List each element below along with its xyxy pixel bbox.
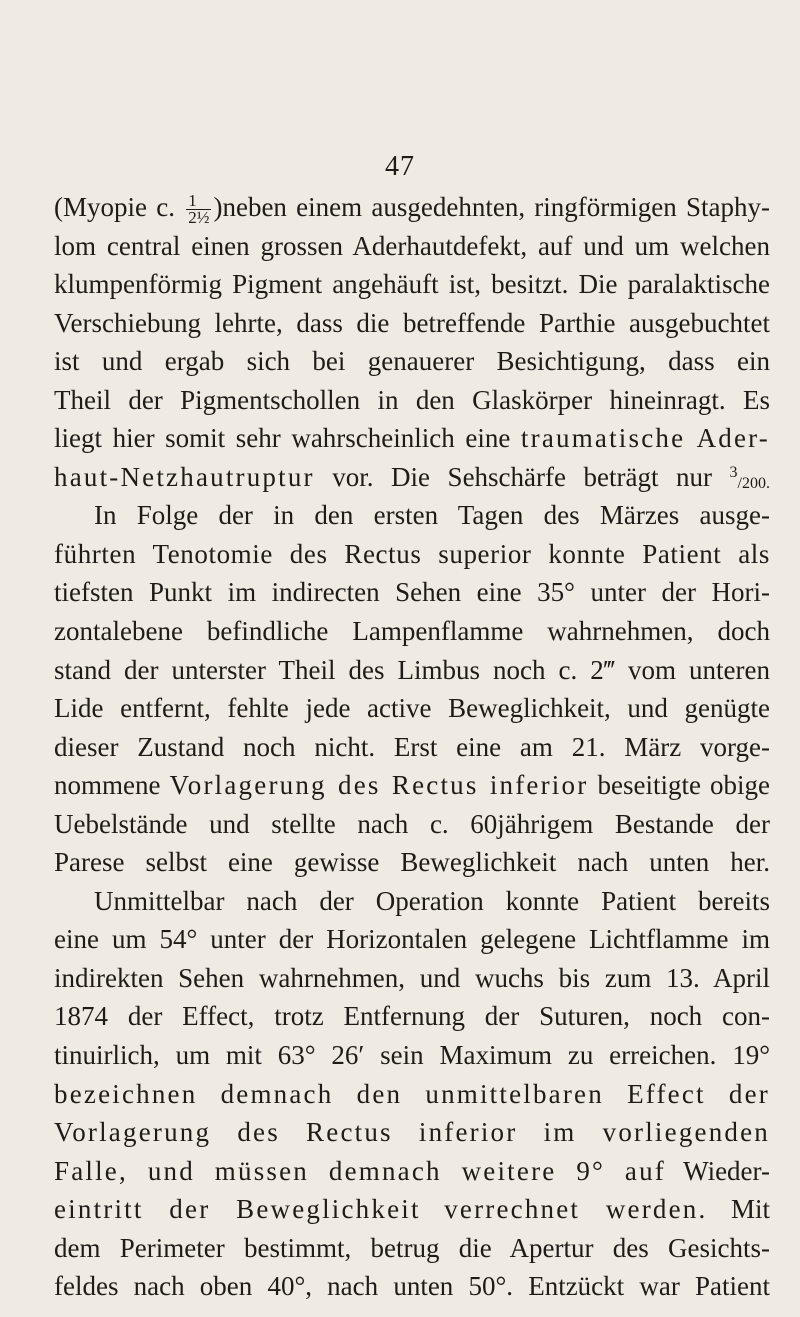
text-line: indirekten Sehen wahrnehmen, und wuchs bis zum 13. April: [54, 962, 770, 993]
text-line: stand der unterster Theil des Limbus noch c. 2‴ vom unteren: [54, 654, 770, 685]
text-line: führten Tenotomie des Rectus superior konnte Patient als: [54, 538, 770, 569]
text-line: zontalebene befindliche Lampenflamme wahrnehmen, doch: [54, 616, 770, 647]
text-line: Vorlagerung des Rectus inferior im vorliegenden: [54, 1117, 770, 1148]
text-line: Parese selbst eine gewisse Beweglichkeit nach unten her.: [54, 847, 770, 878]
text-line: 1874 der Effect, trotz Entfernung der Suturen, noch con-: [54, 1001, 770, 1032]
text-line: liegt hier somit sehr wahrscheinlich eine traumatische Ader-: [54, 423, 770, 454]
text-line: lom central einen grossen Aderhautdefekt, auf und um welchen: [54, 230, 770, 261]
text-line: Lide entfernt, fehlte jede active Beweglichkeit, und genügte: [54, 693, 770, 724]
text-line: tinuirlich, um mit 63° 26′ sein Maximum zu erreichen. 19°: [54, 1040, 770, 1071]
text-line: Verschiebung lehrte, dass die betreffende Parthie ausgebuchtet: [54, 307, 770, 338]
fraction: $\frac{1}{\text{2½}}$: [188, 191, 210, 228]
text-line: dieser Zustand noch nicht. Erst eine am 21. März vorge-: [54, 731, 770, 762]
text-line: haut-Netzhautruptur vor. Die Sehschärfe beträgt nur $^3$/200.: [54, 461, 770, 492]
text-line: dem Perimeter bestimmt, betrug die Apertur des Gesichts-: [54, 1232, 770, 1263]
text-line: Unmittelbar nach der Operation konnte Patient bereits: [94, 885, 770, 916]
text-line: klumpenförmig Pigment angehäuft ist, besitzt. Die paralaktische: [54, 269, 770, 300]
text-line: In Folge der in den ersten Tagen des Märzes ausge-: [94, 500, 770, 531]
text-line: eintritt der Beweglichkeit verrechnet werden. Mit: [54, 1194, 771, 1225]
text-line: Uebelstände und stellte nach c. 60jährigem Bestande der: [54, 808, 770, 839]
text-line: nommene Vorlagerung des Rectus inferior beseitigte obige: [54, 770, 771, 801]
text-line: (Myopie c. $\frac{1}{\text{2½}}$ )neben einem ausgedehnten, ringförmigen Staphy-: [54, 191, 771, 228]
page-number: 47: [385, 151, 415, 182]
body-text: [54, 188, 770, 1306]
text-line: Falle, und müssen demnach weitere 9° auf Wieder-: [54, 1155, 770, 1186]
text-line: bezeichnen demnach den unmittelbaren Effect der: [54, 1078, 770, 1109]
text-line: feldes nach oben 40°, nach unten 50°. Entzückt war Patient: [54, 1271, 770, 1302]
text-line: eine um 54° unter der Horizontalen gelegene Lichtflamme im: [54, 924, 770, 955]
text-line: Theil der Pigmentschollen in den Glaskörper hineinragt. Es: [54, 384, 770, 415]
text-line: tiefsten Punkt im indirecten Sehen eine 35° unter der Hori-: [54, 577, 770, 608]
text-line: ist und ergab sich bei genauerer Besichtigung, dass ein: [54, 346, 770, 377]
